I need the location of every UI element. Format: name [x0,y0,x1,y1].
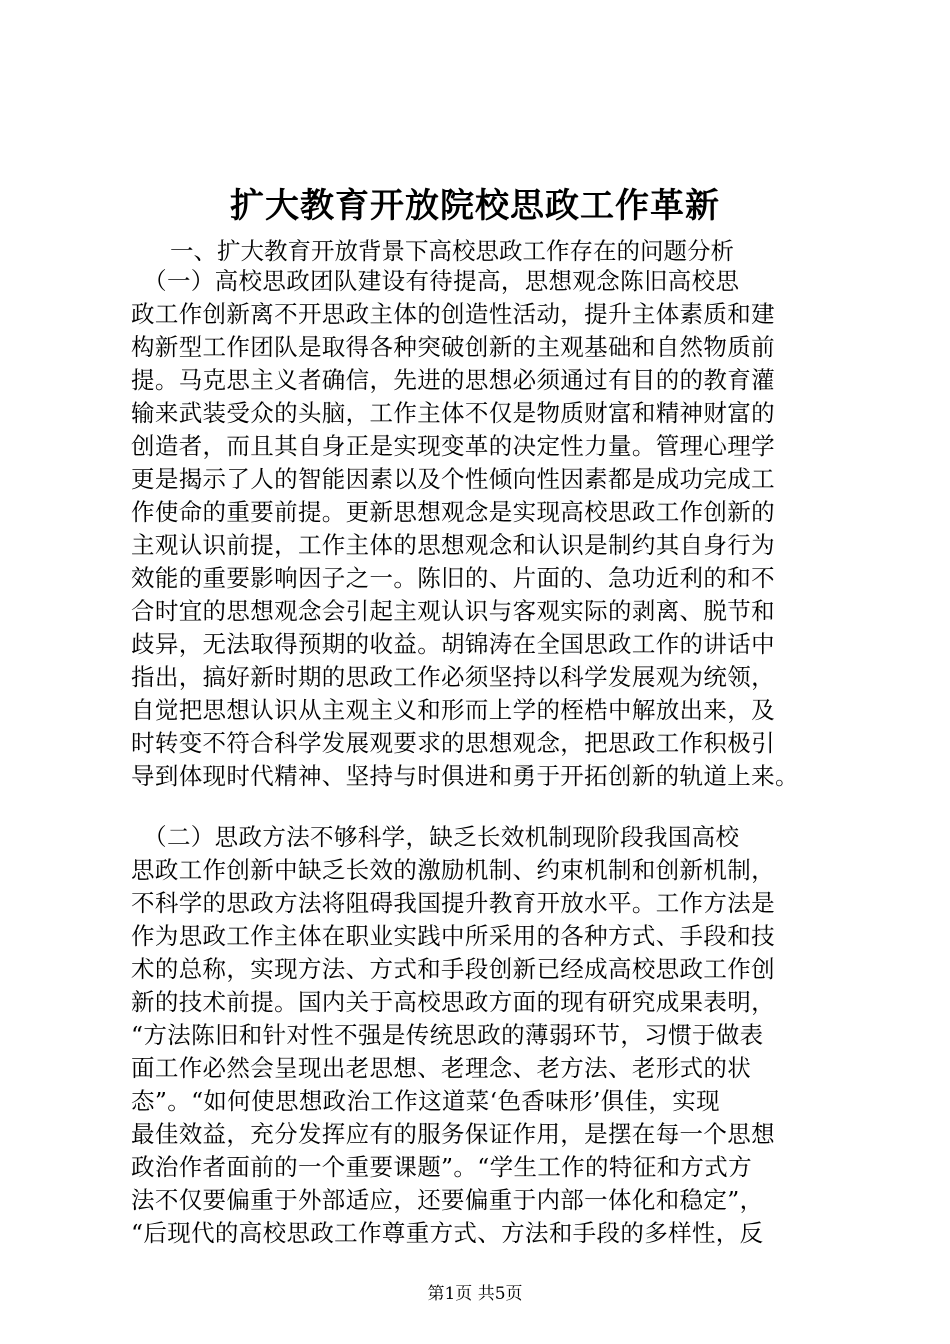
text-line: 更是揭示了人的智能因素以及个性倾向性因素都是成功完成工 [131,465,775,493]
document-title: 扩大教育开放院校思政工作革新 [230,186,720,226]
text-line: 构新型工作团队是取得各种突破创新的主观基础和自然物质前 [131,333,775,361]
text-line: 自觉把思想认识从主观主义和形而上学的桎梏中解放出来，及 [131,696,775,724]
text-line: （二）思政方法不够科学，缺乏长效机制现阶段我国高校 [131,823,740,851]
text-line: 作为思政工作主体在职业实践中所采用的各种方式、手段和技 [131,922,775,950]
text-line: 时转变不符合科学发展观要求的思想观念，把思政工作积极引 [131,729,775,757]
text-line: 法不仅要偏重于外部适应，还要偏重于内部一体化和稳定”， [131,1186,764,1214]
text-line: 导到体现时代精神、坚持与时俱进和勇于开拓创新的轨道上来。 [131,762,799,790]
text-line: 歧异，无法取得预期的收益。胡锦涛在全国思政工作的讲话中 [131,630,775,658]
text-line: 新的技术前提。国内关于高校思政方面的现有研究成果表明， [131,988,775,1016]
text-line: 指出，搞好新时期的思政工作必须坚持以科学发展观为统领， [131,663,775,691]
text-line: （一）高校思政团队建设有待提高，思想观念陈旧高校思 [131,267,740,295]
text-line: 作使命的重要前提。更新思想观念是实现高校思政工作创新的 [131,498,775,526]
text-line: “后现代的高校思政工作尊重方式、方法和手段的多样性，反 [131,1219,764,1247]
text-line: 合时宜的思想观念会引起主观认识与客观实际的剥离、脱节和 [131,597,775,625]
text-line: 最佳效益，充分发挥应有的服务保证作用，是摆在每一个思想 [131,1120,775,1148]
page-number-footer: 第1页 共5页 [427,1284,523,1304]
text-line: 政工作创新离不开思政主体的创造性活动，提升主体素质和建 [131,300,775,328]
text-line: 创造者，而且其自身正是实现变革的决定性力量。管理心理学 [131,432,775,460]
text-line: 主观认识前提，工作主体的思想观念和认识是制约其自身行为 [131,531,775,559]
text-line: 术的总称，实现方法、方式和手段创新已经成高校思政工作创 [131,955,775,983]
text-line: 面工作必然会呈现出老思想、老理念、老方法、老形式的状 [131,1054,752,1082]
text-line: 输来武装受众的头脑，工作主体不仅是物质财富和精神财富的 [131,399,775,427]
text-line: 态”。“如何使思想政治工作这道菜‘色香味形’俱佳，实现 [131,1087,720,1115]
text-line: “方法陈旧和针对性不强是传统思政的薄弱环节，习惯于做表 [131,1021,764,1049]
text-line: 政治作者面前的一个重要课题”。“学生工作的特征和方式方 [131,1153,752,1181]
text-line: 效能的重要影响因子之一。陈旧的、片面的、急功近利的和不 [131,564,775,592]
text-line: 不科学的思政方法将阻碍我国提升教育开放水平。工作方法是 [131,889,775,917]
text-line: 提。马克思主义者确信，先进的思想必须通过有目的的教育灌 [131,366,775,394]
section-heading: 一、扩大教育开放背景下高校思政工作存在的问题分析 [170,237,734,265]
text-line: 思政工作创新中缺乏长效的激励机制、约束机制和创新机制， [131,856,775,884]
